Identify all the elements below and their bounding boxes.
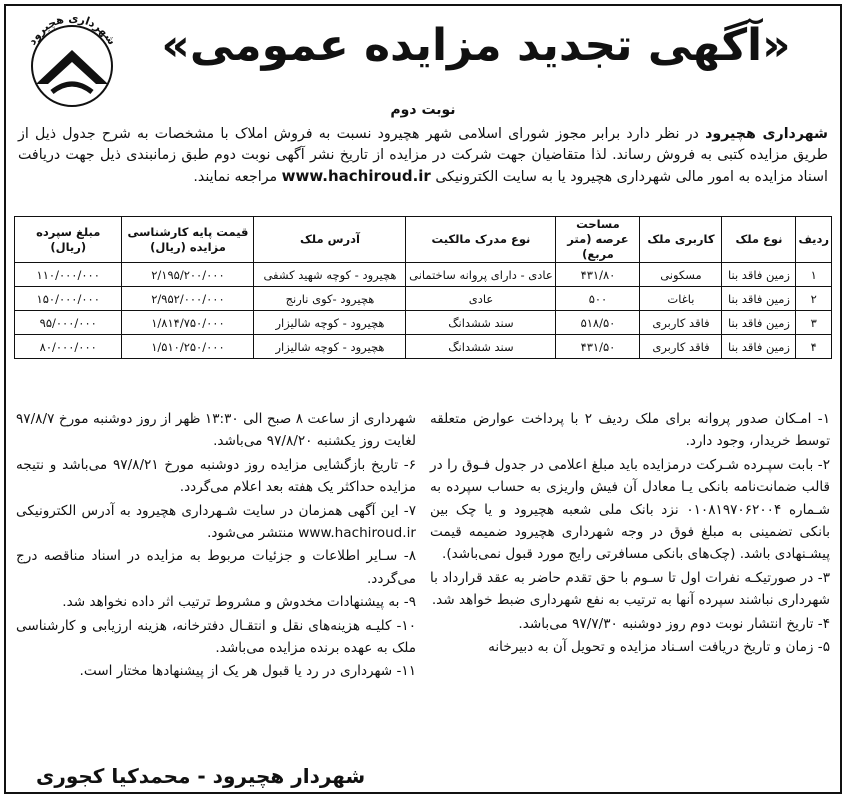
cell-area: ۴۳۱/۸۰ [556, 263, 640, 287]
cell-deposit: ۱۵۰/۰۰۰/۰۰۰ [15, 287, 122, 311]
cell-deposit: ۱۱۰/۰۰۰/۰۰۰ [15, 263, 122, 287]
cell-deed-type: عادی - دارای پروانه ساختمانی [406, 263, 556, 287]
cell-address: هچیرود - کوچه شهید کشفی [254, 263, 406, 287]
cell-land-use: فاقد کاربری [640, 311, 722, 335]
page-title: «آگهی تجدید مزایده عمومی» [161, 20, 791, 71]
cell-deed-type: سند ششدانگ [406, 311, 556, 335]
cell-property-type: زمین فاقد بنا [722, 263, 796, 287]
cell-area: ۵۰۰ [556, 287, 640, 311]
cell-row-number: ۱ [796, 263, 832, 287]
website-link: www.hachiroud.ir [281, 167, 431, 185]
cell-deed-type: سند ششدانگ [406, 335, 556, 359]
mountain-emblem-icon [16, 12, 128, 112]
cell-property-type: زمین فاقد بنا [722, 287, 796, 311]
table-row [15, 335, 832, 359]
cell-base-price: ۱/۵۱۰/۲۵۰/۰۰۰ [122, 335, 254, 359]
condition-item: ۲- بابت سپـرده شـرکت درمزایده باید مبلغ اعلامی در جدول فـوق را در قالب ضمانت‌نامه بانکی یـا معادل آن فیش واریزی به حساب سپرده به شـماره ۰۱۰۸۱۹۷۰۶۲۰۰۴ نزد بانک ملی شعبه هچیرود و یا چک بین بانکی تضمینی به مبلغ فوق در وجه شهرداری هچیرود ضمیمه قیمت پیشـنهادی باشد. (چک‌های بانکی مسافرتی رایج مورد قبول نمی‌باشد). [430, 456, 830, 563]
cell-deposit: ۹۵/۰۰۰/۰۰۰ [15, 311, 122, 335]
condition-item: ۱- امـکان صدور پروانه برای ملک ردیف ۲ با پرداخت عوارض متعلقه توسط خریدار، وجود دارد. [430, 411, 831, 450]
condition-item: ۱۰- کلیـه هزینه‌های نقل و انتقـال دفترخانه، هزینه ارزیابی و کارشناسی ملک به عهده برنده مزایده می‌باشد. [16, 617, 416, 657]
signature-line: شهردار هچیرود - محمدکیا کجوری [36, 764, 366, 788]
round-label: نوبت دوم [390, 102, 456, 118]
cell-property-type: زمین فاقد بنا [722, 311, 796, 335]
cell-base-price: ۲/۹۵۲/۰۰۰/۰۰۰ [122, 287, 254, 311]
cell-address: هچیرود - کوچه شالیزار [254, 335, 406, 359]
cell-land-use: مسکونی [640, 263, 722, 287]
condition-item: ۷- این آگهی همزمان در سایت شـهرداری هچیرود به آدرس الکترونیکی www.hachiroud.ir منتشر می‌شود. [16, 502, 416, 542]
cell-base-price: ۱/۸۱۴/۷۵۰/۰۰۰ [122, 311, 254, 335]
header-address: آدرس ملک [254, 217, 406, 263]
municipality-logo [16, 12, 128, 112]
cell-address: هچیرود -کوی نارنج [254, 287, 406, 311]
condition-item: ۴- تاریخ انتشار نوبت دوم روز دوشنبه ۹۷/۷/۳۰ می‌باشد. [518, 615, 830, 632]
cell-address: هچیرود - کوچه شالیزار [254, 311, 406, 335]
header-deed-type: نوع مدرک مالکیت [406, 217, 556, 263]
cell-area: ۵۱۸/۵۰ [556, 311, 640, 335]
header-deposit: مبلغ سپرده (ریال) [15, 217, 122, 263]
conditions-right-column [430, 408, 830, 684]
cell-row-number: ۴ [796, 335, 832, 359]
cell-row-number: ۲ [796, 287, 832, 311]
cell-base-price: ۲/۱۹۵/۲۰۰/۰۰۰ [122, 263, 254, 287]
cell-row-number: ۳ [796, 311, 832, 335]
condition-item: ۳- در صورتیکـه نفرات اول تا سـوم با حق تقدم حاضر به عقد قرارداد با شهرداری نباشند سپرده آنها به ترتیب به نفع شهرداری ضبط خواهد شد. [430, 569, 830, 609]
cell-deposit: ۸۰/۰۰۰/۰۰۰ [15, 335, 122, 359]
conditions-left-column [16, 408, 416, 684]
condition-item: ۸- سـایر اطلاعات و جزئیات مربوط به مزایده در اسناد مناقصه درج می‌گردد. [16, 548, 416, 587]
conditions-section [16, 408, 830, 684]
intro-line-3-start: ذیل جهت دریافت اسناد مزایده به امور مالی شهرداری هچیرود یا به سایت الکترونیکی [18, 147, 828, 185]
table-header-row [15, 217, 832, 263]
table-row [15, 263, 832, 287]
property-table [14, 216, 832, 359]
condition-item: ۹- به پیشنهادات مخدوش و مشروط ترتیب اثر داده نخواهد شد. [62, 594, 416, 611]
cell-property-type: زمین فاقد بنا [722, 335, 796, 359]
intro-line-2: ذیل از طریق مزایده کتبی به فروش رساند. لذا متقاضیان جهت شرکت در مزایده از تاریخ نشر آگهی نوبت دوم طبق زمانبندی [18, 126, 828, 163]
cell-area: ۴۳۱/۵۰ [556, 335, 640, 359]
svg-text:شهرداری هچیرود: شهرداری هچیرود [25, 12, 119, 48]
intro-line-3-end: مراجعه نمایند. [193, 169, 282, 185]
advertisement-page [4, 4, 842, 794]
header-property-type: نوع ملک [722, 217, 796, 263]
table-row [15, 311, 832, 335]
header-row-number: ردیف [796, 217, 832, 263]
condition-item: ۱۱- شهرداری در رد یا قبول هر یک از پیشنهادها مختار است. [79, 663, 416, 680]
header-land-use: کاربری ملک [640, 217, 722, 263]
intro-line-1: در نظر دارد برابر مجوز شورای اسلامی شهر هچیرود نسبت به فروش املاک با مشخصات به شرح جدول [62, 126, 706, 142]
cell-land-use: باغات [640, 287, 722, 311]
organization-name: شهرداری هچیرود [705, 126, 828, 142]
intro-paragraph [18, 124, 828, 188]
condition-item: ۶- تاریخ بازگشایی مزایده روز دوشنبه مورخ ۹۷/۸/۲۱ می‌باشد و نتیجه مزایده حداکثر یک هفته بعد اعلام می‌گردد. [16, 456, 417, 496]
cell-deed-type: عادی [406, 287, 556, 311]
condition-item: ۵- زمان و تاریخ دریافت اسـناد مزایده و تحویل آن به دبیرخانه [488, 639, 830, 656]
header-base-price: قیمت پایه کارشناسی مزایده (ریال) [122, 217, 254, 263]
header-area: مساحت عرصه (متر مربع) [556, 217, 640, 263]
condition-item: شهرداری از ساعت ۸ صبح الی ۱۳:۳۰ ظهر از روز دوشنبه مورخ ۹۷/۸/۷ لغایت روز یکشنبه ۹۷/۸/۲۰ می‌باشد. [16, 411, 416, 450]
cell-land-use: فاقد کاربری [640, 335, 722, 359]
table-row [15, 287, 832, 311]
